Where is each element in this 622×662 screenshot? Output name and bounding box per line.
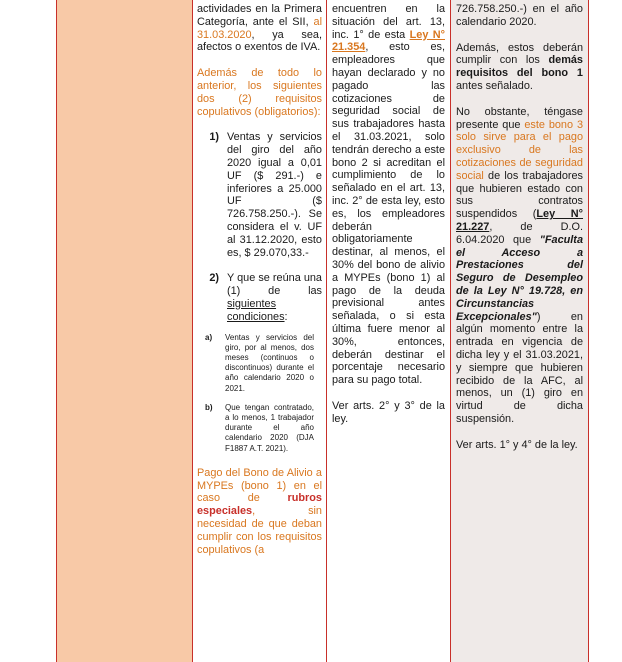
paragraph-copulative-requirements: Además de todo lo anterior, los siguientes dos (2) requisitos copulativos (obligatorios): xyxy=(197,67,322,118)
condition-item-a: a) Ventas y servicios del giro, por al menos, dos meses (continuos o discontinuos) durante el año calendario 2020 o 2021. xyxy=(205,332,314,393)
requirements-table xyxy=(56,0,589,662)
paragraph-special-sectors: Pago del Bono de Alivio a MYPEs (bono 1) en el caso de rubros especiales, sin necesidad de que deban cumplir con los requisitos copulativos (a xyxy=(197,466,322,556)
paragraph-see-articles-1-4: Ver arts. 1° y 4° de la ley. xyxy=(456,438,578,451)
paragraph-sales-2020: 726.758.250.-) en el año calendario 2020. xyxy=(456,3,583,28)
paragraph-see-articles-2-3: Ver arts. 2° y 3° de la ley. xyxy=(332,399,445,425)
condition-item-b: b) Que tengan contratado, a lo menos, 1 trabajador durante el año calendario 2020 (DJA F1887 A.T. 2021). xyxy=(205,402,314,453)
table-column-bono-1 xyxy=(193,0,327,662)
paragraph-other-requirements: Además, estos deberán cumplir con los demás requisitos del bono 1 antes señalado. xyxy=(456,41,583,92)
table-column-bono-2 xyxy=(327,0,451,662)
requirement-item-2: 2) Y que se reúna una (1) de las siguientes condiciones: xyxy=(209,272,322,323)
law-21227-reference: Ley N° 21.227 xyxy=(456,208,584,233)
table-column-bono-3 xyxy=(451,0,588,662)
paragraph-first-category: actividades en la Primera Categoría, ante el SII, al 31.03.2020, ya sea, afectos o exentos de IVA. xyxy=(197,3,322,54)
paragraph-social-security: No obstante, téngase presente que este bono 3 solo sirve para el pago exclusivo de las cotizaciones de seguridad social de los trabajadores que hubieren estado con sus contratos suspendidos (Ley N° 21.227, de D.O. 6.04.2020 que "Faculta el Acceso a Prestaciones del Seguro de Desempleo de la Ley N° 19.728, en Circunstancias Excepcionales") en algún momento entre la entrada en vigencia de dicha ley y el 31.03.2021, y siempre que hubieren recibido de la AFC, al menos, un (1) giro en virtud de dicha suspensión. xyxy=(456,105,584,425)
requirement-item-1: 1) Ventas y servicios del giro del año 2020 igual a 0,01 UF ($ 291.-) e inferiores a 25.000 UF ($ 726.758.250.-). Se considera el v. UF al 31.12.2020, esto es, $ 29.070,33.- xyxy=(209,131,322,259)
paragraph-art-13: encuentren en la situación del art. 13, inc. 1° de esta Ley N° 21.354, esto es, empleadores que hayan declarado y no pagado las cotizaciones de seguridad social de sus trabajadores hasta el 31.03.2021, solo tendrán derecho a este bono 2 si acreditan el cumplimiento de lo señalado en el art. 13, inc. 2° de esta ley, esto es, los empleadores deberán obligatoriamente destinar, al menos, el 30% del bono de alivio a MYPEs (bono 1) al pago de la deuda previsional antes señalada, o si esta última fuere menor al 30%, entonces, deberán destinar el porcentaje necesario para su pago total. xyxy=(332,3,445,387)
table-column-label-shaded xyxy=(57,0,193,662)
law-21354-reference: Ley N° 21.354 xyxy=(332,28,445,54)
